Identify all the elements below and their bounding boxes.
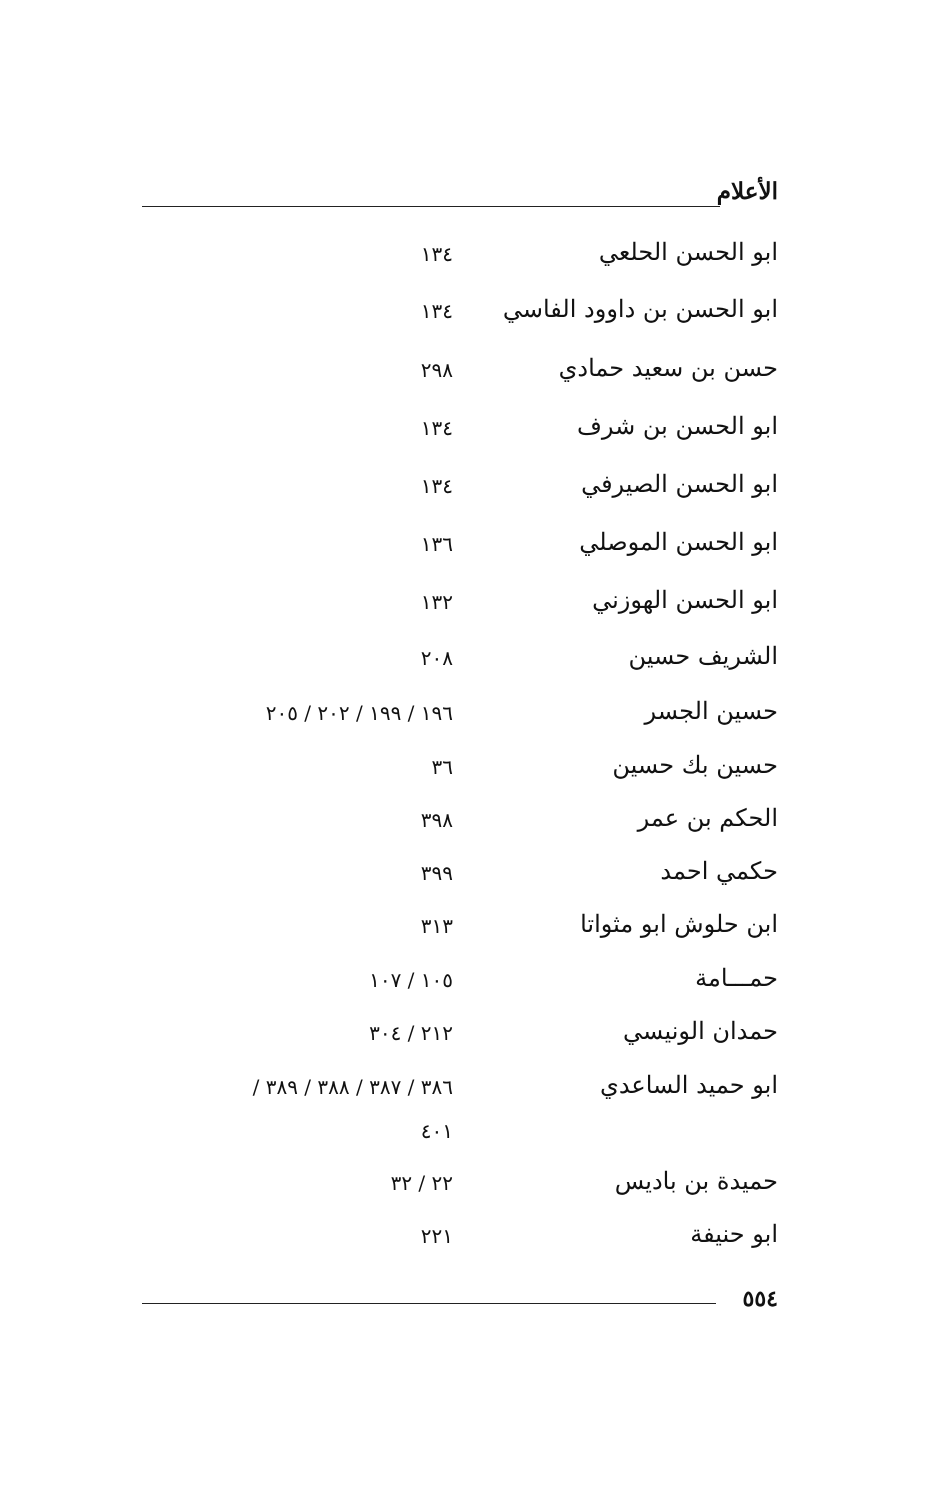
entry-pages: ١٣٤ <box>420 474 453 498</box>
entry-pages: ٢٩٨ <box>420 358 453 382</box>
entry-name: حسين الجسر <box>644 697 778 725</box>
entry-pages-continued: ٤٠١ <box>420 1119 453 1143</box>
entry-pages: ٣٦ <box>431 755 453 779</box>
entry-pages: ٣٨٦ / ٣٨٧ / ٣٨٨ / ٣٨٩ / <box>252 1075 453 1099</box>
page-number: ٥٥٤ <box>742 1286 778 1312</box>
index-entry <box>138 910 778 950</box>
index-entry <box>138 1071 778 1151</box>
entry-pages: ٣٩٨ <box>420 808 453 832</box>
entry-pages: ٢٢١ <box>420 1224 453 1248</box>
entry-pages: ١٣٤ <box>420 416 453 440</box>
entry-name: ابو الحسن الحلعي <box>598 238 778 266</box>
entry-name: ابو الحسن بن داوود الفاسي <box>502 295 778 323</box>
index-entry <box>138 586 778 626</box>
header-divider <box>142 206 720 207</box>
index-entry <box>138 642 778 682</box>
entry-name: ابو حنيفة <box>690 1220 778 1248</box>
index-entry <box>138 804 778 844</box>
entry-name: ابن حلوش ابو مثواتا <box>580 910 778 938</box>
entry-name: حمـــامة <box>695 964 778 992</box>
entry-name: حكمي احمد <box>660 857 778 885</box>
entry-pages: ١٠٥ / ١٠٧ <box>369 968 453 992</box>
entry-name: ابو الحسن الموصلي <box>579 528 778 556</box>
entry-pages: ٣٩٩ <box>420 861 453 885</box>
index-entry <box>138 1220 778 1260</box>
index-entry <box>138 295 778 335</box>
entry-pages: ١٣٤ <box>420 242 453 266</box>
entry-name: حسين بك حسين <box>612 751 778 779</box>
entry-pages: ٢١٢ / ٣٠٤ <box>369 1021 453 1045</box>
entry-pages: ١٣٢ <box>420 590 453 614</box>
index-entry <box>138 1017 778 1057</box>
index-entry <box>138 354 778 394</box>
entry-name: حميدة بن باديس <box>614 1167 778 1195</box>
index-entry <box>138 412 778 452</box>
index-entry <box>138 1167 778 1207</box>
page-title: الأعلام <box>716 178 778 205</box>
entry-name: ابو حميد الساعدي <box>600 1071 778 1099</box>
entry-pages: ٢٠٨ <box>420 646 453 670</box>
index-entry <box>138 857 778 897</box>
entry-pages: ١٣٤ <box>420 299 453 323</box>
entry-name: الحكم بن عمر <box>637 804 778 832</box>
index-entry <box>138 751 778 791</box>
entry-name: الشريف حسين <box>628 642 778 670</box>
entry-pages: ٢٢ / ٣٢ <box>390 1171 453 1195</box>
index-entry <box>138 238 778 278</box>
entry-pages: ١٣٦ <box>420 532 453 556</box>
index-entry <box>138 470 778 510</box>
entry-name: حسن بن سعيد حمادي <box>558 354 778 382</box>
entry-name: ابو الحسن الهوزني <box>592 586 778 614</box>
entry-pages: ١٩٦ / ١٩٩ / ٢٠٢ / ٢٠٥ <box>265 701 453 725</box>
entry-pages: ٣١٣ <box>420 914 453 938</box>
entry-name: ابو الحسن الصيرفي <box>581 470 778 498</box>
footer-divider <box>142 1303 716 1304</box>
index-entry <box>138 697 778 737</box>
index-entry <box>138 964 778 1004</box>
entry-name: حمدان الونيسي <box>623 1017 778 1045</box>
entry-name: ابو الحسن بن شرف <box>577 412 778 440</box>
index-entry <box>138 528 778 568</box>
